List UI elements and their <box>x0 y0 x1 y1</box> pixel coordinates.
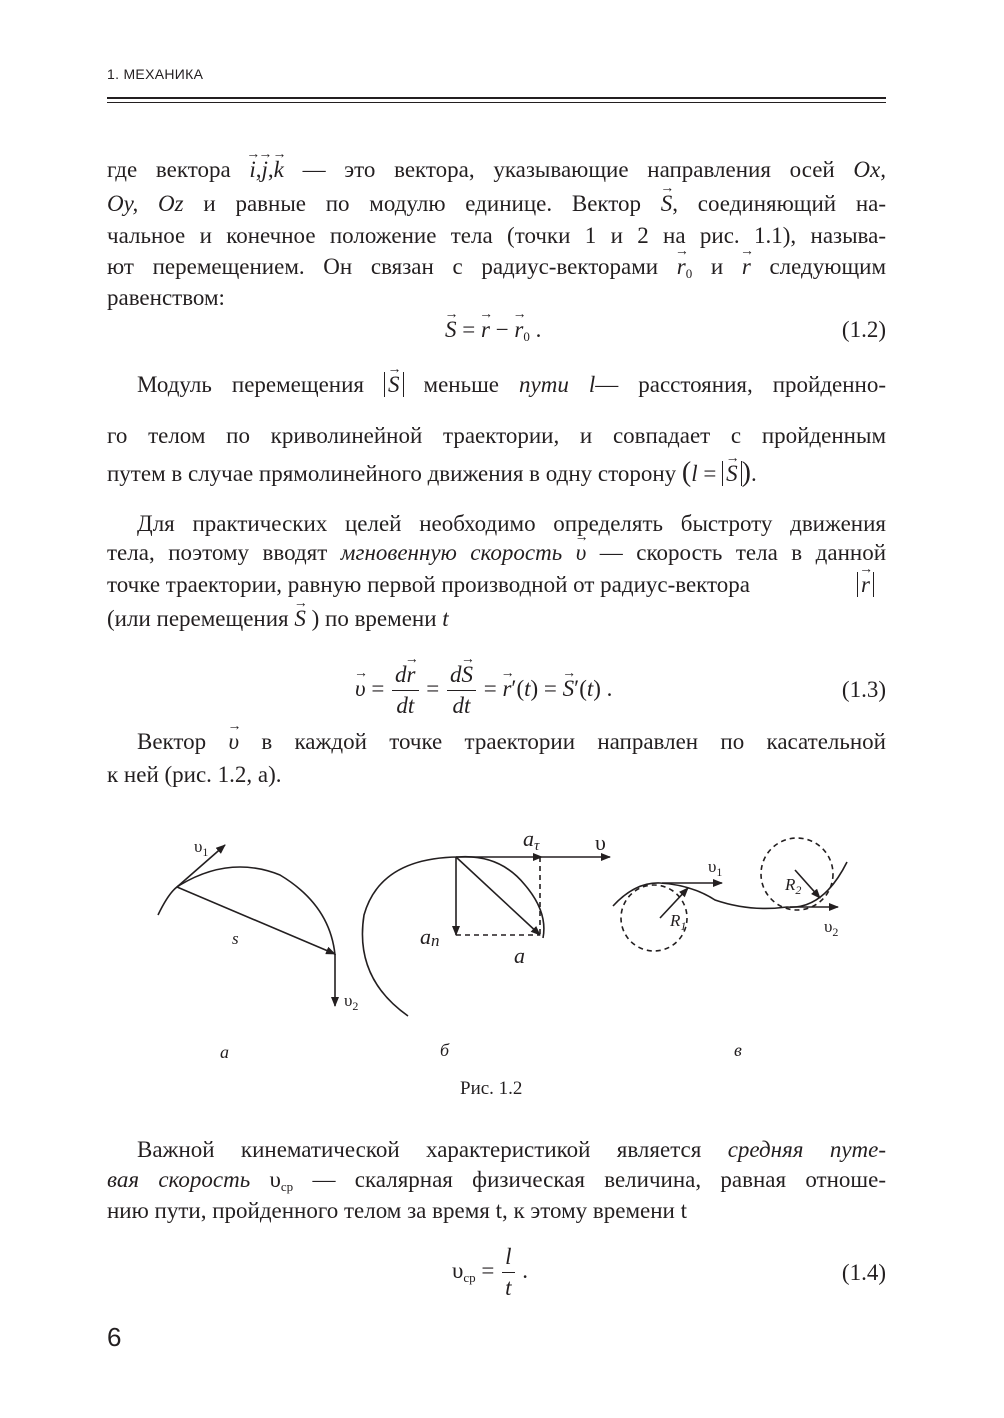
a-vector <box>456 857 540 935</box>
p3-line4: (или перемещения → S ) по времени t <box>107 604 886 634</box>
p4-line2: к ней (рис. 1.2, а). <box>107 762 282 787</box>
caption-c: в <box>734 1040 742 1060</box>
curvature-circle-r2 <box>761 838 833 910</box>
header-rule-thick <box>107 97 886 99</box>
label-a-n: an <box>420 924 440 950</box>
equation-1-3: → υ = $\frac{d\to r}{dt}$ = $\frac{d\to S}{dt}$ = → r′(t) = → S′(t) . <box>355 660 612 721</box>
label-s: s <box>232 929 239 948</box>
p2-line2: го телом по криволинейной траектории, и совпадает с пройденным <box>107 423 886 448</box>
equation-number-1-2: (1.2) <box>841 317 886 342</box>
p1-line3: чальное и конечное положение тела (точки 1 и 2 на рис. 1.1), называ- <box>107 223 886 248</box>
label-a: a <box>514 943 525 968</box>
label-r2: $R_2$ <box>785 875 802 897</box>
s-vector <box>177 887 335 954</box>
label-r1: $R_1$ <box>670 911 687 933</box>
header-rule-thin <box>107 102 886 103</box>
abs-r-vector: → r <box>857 570 874 600</box>
p2-line3: путем в случае прямолинейного движения в одну сторону (l = → S ). <box>107 458 886 489</box>
p3-line1: Для практических целей необходимо определять быстроту движения <box>137 511 886 536</box>
p5-line3: нию пути, пройденного телом за время t, к этому времени t <box>107 1198 687 1223</box>
p1-line2: Oy, Oz и равные по модулю единице. Вектор → S, соединяющий на- <box>107 189 886 219</box>
caption-a: а <box>220 1042 229 1062</box>
p5-line2: вая скорость $\upsilon_{ср}$ — скалярная физическая величина, равная отноше- <box>107 1167 886 1194</box>
equation-1-4: $\upsilon_{ср}$ = $\frac{l}{t}$ . <box>452 1244 529 1300</box>
equation-number-1-4: (1.4) <box>841 1260 886 1285</box>
label-v2-c: $\upsilon_2$ <box>824 917 839 939</box>
figure-title: Рис. 1.2 <box>460 1078 523 1099</box>
p1-line1: где вектора → i,→ j,→ k — это вектора, указывающие направления осей Ox, <box>107 155 886 185</box>
p2-line1: Модуль перемещения → S меньше пути l— расстояния, пройденно- <box>137 370 886 400</box>
p1-line4: ют перемещением. Он связан с радиус-векторами → $r_0$ и → r следующим <box>107 252 886 289</box>
running-header: 1. МЕХАНИКА <box>107 66 204 82</box>
label-v2-a: $\upsilon_2$ <box>344 991 359 1013</box>
p5-line1: Важной кинематической характеристикой является средняя путе- <box>137 1137 886 1162</box>
trajectory-c <box>613 862 847 908</box>
equation-1-2: → S = → r − → $r_0$ . <box>445 315 541 352</box>
caption-b: б <box>440 1040 450 1060</box>
label-v1-a: $\upsilon_1$ <box>194 837 209 859</box>
trajectory-b-lower <box>362 857 458 1016</box>
p1-line5: равенством: <box>107 285 225 310</box>
p4-line1: Вектор → υ в каждой точке траектории направлен по касательной <box>137 727 886 757</box>
p3-line3: точке траектории, равную первой производной от радиус-вектора <box>107 572 751 597</box>
figure-1-2 <box>140 820 860 1060</box>
label-v1-c: $\upsilon_1$ <box>708 857 723 879</box>
page-number: 6 <box>107 1322 122 1352</box>
label-v-b: υ <box>595 830 606 855</box>
equation-number-1-3: (1.3) <box>841 677 886 702</box>
p3-line2: тела, поэтому вводят мгновенную скорость → υ — скорость тела в данной <box>107 538 886 568</box>
label-a-tau: aτ <box>523 826 540 854</box>
